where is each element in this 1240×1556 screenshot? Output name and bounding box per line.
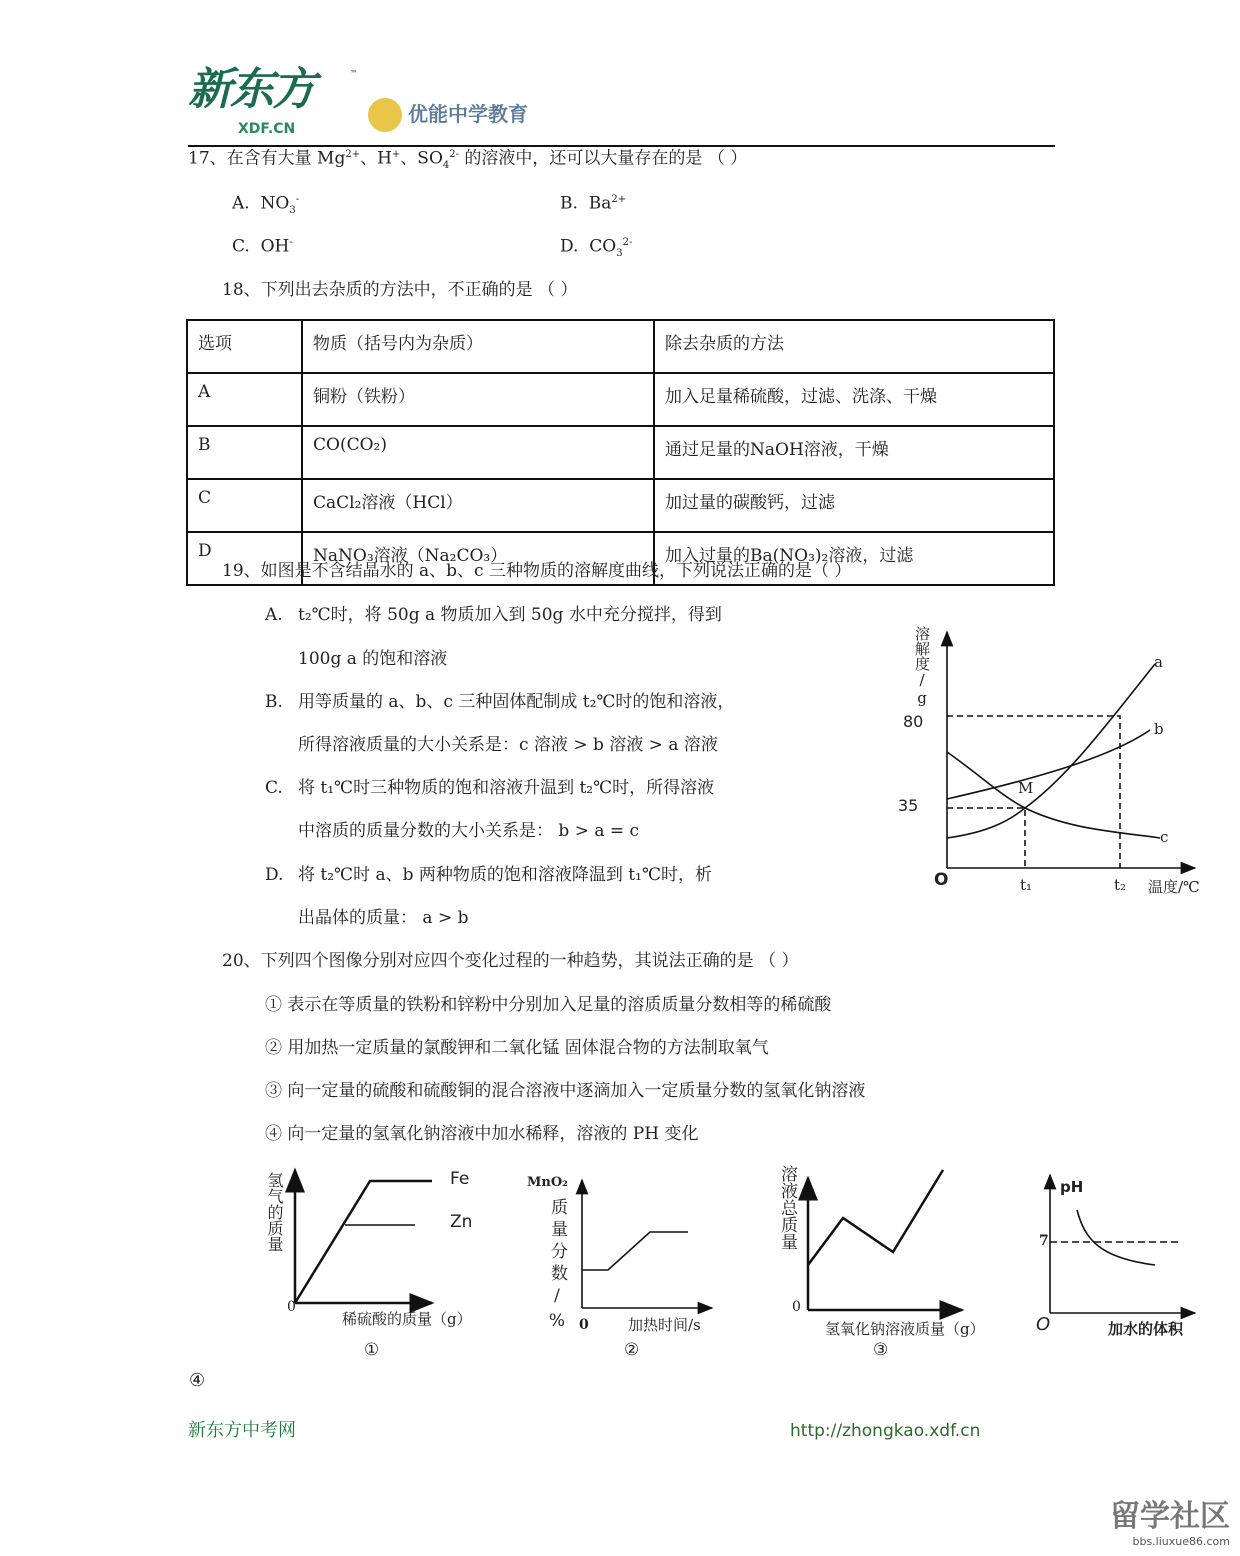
table-cell: B <box>187 426 302 479</box>
g4-x-label: 加水的体积 <box>1108 1320 1184 1338</box>
q20-item: ① 表示在等质量的铁粉和锌粉中分别加入足量的溶质质量分数相等的稀硫酸 <box>265 995 832 1015</box>
footer-site-name: 新东方中考网 <box>188 1420 296 1441</box>
table-header: 除去杂质的方法 <box>654 320 1054 373</box>
curve-c-label: c <box>1160 828 1169 846</box>
q19-option-text: 用等质量的 a、b、c 三种固体配制成 t₂℃时的饱和溶液， <box>298 692 735 712</box>
table-header: 选项 <box>187 320 302 373</box>
g3-x-label: 氢氧化钠溶液质量（g） <box>825 1320 985 1338</box>
g4-ytick-7: 7 <box>1039 1233 1049 1249</box>
point-m-label: M <box>1018 779 1034 797</box>
q19-option-text: t₂℃时，将 50g a 物质加入到 50g 水中充分搅拌，得到 <box>298 605 722 625</box>
sol-x-label: 温度/℃ <box>1148 878 1200 896</box>
table-cell: 加过量的碳酸钙，过滤 <box>654 479 1054 532</box>
g4-number: ④ <box>189 1370 206 1391</box>
q19-option-text: 100g a 的饱和溶液 <box>298 649 448 669</box>
g3-origin: 0 <box>792 1299 801 1315</box>
table-cell: C <box>187 479 302 532</box>
xdf-logo: 新东方 <box>188 64 314 115</box>
q18-stem: 18、下列出去杂质的方法中，不正确的是 （ ） <box>222 280 578 300</box>
table-header: 物质（括号内为杂质） <box>302 320 654 373</box>
fe-line <box>295 1181 432 1303</box>
origin-label: O <box>934 870 949 890</box>
g2-x-label: 加热时间/s <box>628 1316 701 1334</box>
g1-y-label: 氢气的质量 <box>265 1172 284 1252</box>
q20-item: ③ 向一定量的硫酸和硫酸铜的混合溶液中逐滴加入一定质量分数的氢氧化钠溶液 <box>265 1081 866 1101</box>
g4-origin: O <box>1036 1314 1051 1335</box>
q20-item: ② 用加热一定质量的氯酸钾和二氧化锰 固体混合物的方法制取氧气 <box>265 1038 769 1058</box>
table-cell: A <box>187 373 302 426</box>
g2-y-label: 质量分数/% <box>547 1198 567 1336</box>
watermark-title: 留学社区 <box>1110 1499 1230 1535</box>
q17-option-c: C. OH- <box>232 236 293 257</box>
q17-option-a: A. $NO_3^-$ <box>232 193 300 217</box>
q19-option-text: 出晶体的质量： a > b <box>298 908 469 928</box>
mno2-line <box>582 1232 688 1270</box>
q20-stem: 20、下列四个图像分别对应四个变化过程的一种趋势，其说法正确的是 （ ） <box>222 951 799 971</box>
curve-a <box>947 664 1155 838</box>
curve-b-label: b <box>1154 720 1164 738</box>
q19-option-text: 将 t₁℃时三种物质的饱和溶液升温到 t₂℃时，所得溶液 <box>298 778 715 798</box>
q19-option-text: 将 t₂℃时 a、b 两种物质的饱和溶液降温到 t₁℃时，析 <box>298 865 712 885</box>
q17-option-d: D. $CO_3^{2-}$ <box>560 236 633 260</box>
q19-option-text: 中溶质的质量分数的大小关系是： b > a = c <box>298 821 640 841</box>
g3-y-label: 溶液总质量 <box>777 1165 797 1250</box>
q17-option-b: B. $Ba^{2+}$ <box>560 193 627 214</box>
g1-origin: 0 <box>287 1299 296 1315</box>
zn-label: Zn <box>450 1212 473 1232</box>
ph-curve <box>1077 1210 1155 1265</box>
q19-option-letter: A. <box>265 605 283 625</box>
g2-number: ② <box>624 1340 640 1360</box>
xtick-t2: t₂ <box>1114 876 1127 894</box>
table-cell: 铜粉（铁粉） <box>302 373 654 426</box>
q19-option-letter: B. <box>265 692 283 712</box>
table-cell: D <box>187 532 302 585</box>
curve-a-label: a <box>1154 653 1163 671</box>
g1-x-label: 稀硫酸的质量（g） <box>342 1310 472 1328</box>
graph-2 <box>582 1180 712 1308</box>
ytick-35: 35 <box>898 796 919 815</box>
table-cell: CO(CO₂) <box>302 426 654 479</box>
xdf-logo-sub: XDF.CN <box>238 121 296 137</box>
curve-c <box>947 752 1160 838</box>
q19-option-letter: C. <box>265 778 283 798</box>
q17-stem: 17、在含有大量 $Mg^{2+}$、H+、$SO_4^{2-}$ 的溶液中，还可以大量存在的是 （ ） <box>188 148 748 172</box>
q20-item: ④ 向一定量的氢氧化钠溶液中加水稀释，溶液的 PH 变化 <box>265 1124 699 1144</box>
graph-1 <box>295 1170 432 1303</box>
table-cell: CaCl₂溶液（HCl） <box>302 479 654 532</box>
footer-url[interactable]: http://zhongkao.xdf.cn <box>790 1421 981 1441</box>
table-cell: 加入过量的Ba(NO₃)₂溶液，过滤 <box>654 532 1054 585</box>
q19-stem: 19、如图是不含结晶水的 a、b、c 三种物质的溶解度曲线，下列说法正确的是（ ） <box>222 561 852 581</box>
g2-origin: 0 <box>579 1317 589 1333</box>
xtick-t1: t₁ <box>1020 876 1033 894</box>
graph-3 <box>808 1170 962 1310</box>
mass-line <box>808 1170 943 1265</box>
g4-y-label: pH <box>1060 1178 1084 1196</box>
trademark: ™ <box>350 69 358 78</box>
fe-label: Fe <box>450 1169 470 1189</box>
table-cell: NaNO₃溶液（Na₂CO₃） <box>302 532 654 585</box>
g1-number: ① <box>364 1340 380 1360</box>
watermark-url: bbs.liuxue86.com <box>1132 1534 1230 1548</box>
q19-option-text: 所得溶液质量的大小关系是：c 溶液 > b 溶液 > a 溶液 <box>298 735 718 755</box>
table-cell: 通过足量的NaOH溶液，干燥 <box>654 426 1054 479</box>
table-cell: 加入足量稀硫酸，过滤、洗涤、干燥 <box>654 373 1054 426</box>
youneng-logo: 优能中学教育 <box>408 102 528 126</box>
q19-option-letter: D. <box>265 865 284 885</box>
sol-y-label: 溶解度/g <box>913 626 931 707</box>
ytick-80: 80 <box>903 712 924 731</box>
watermark <box>1110 1500 1230 1548</box>
g2-y-label-top: MnO₂ <box>527 1175 568 1190</box>
g3-number: ③ <box>873 1340 889 1360</box>
